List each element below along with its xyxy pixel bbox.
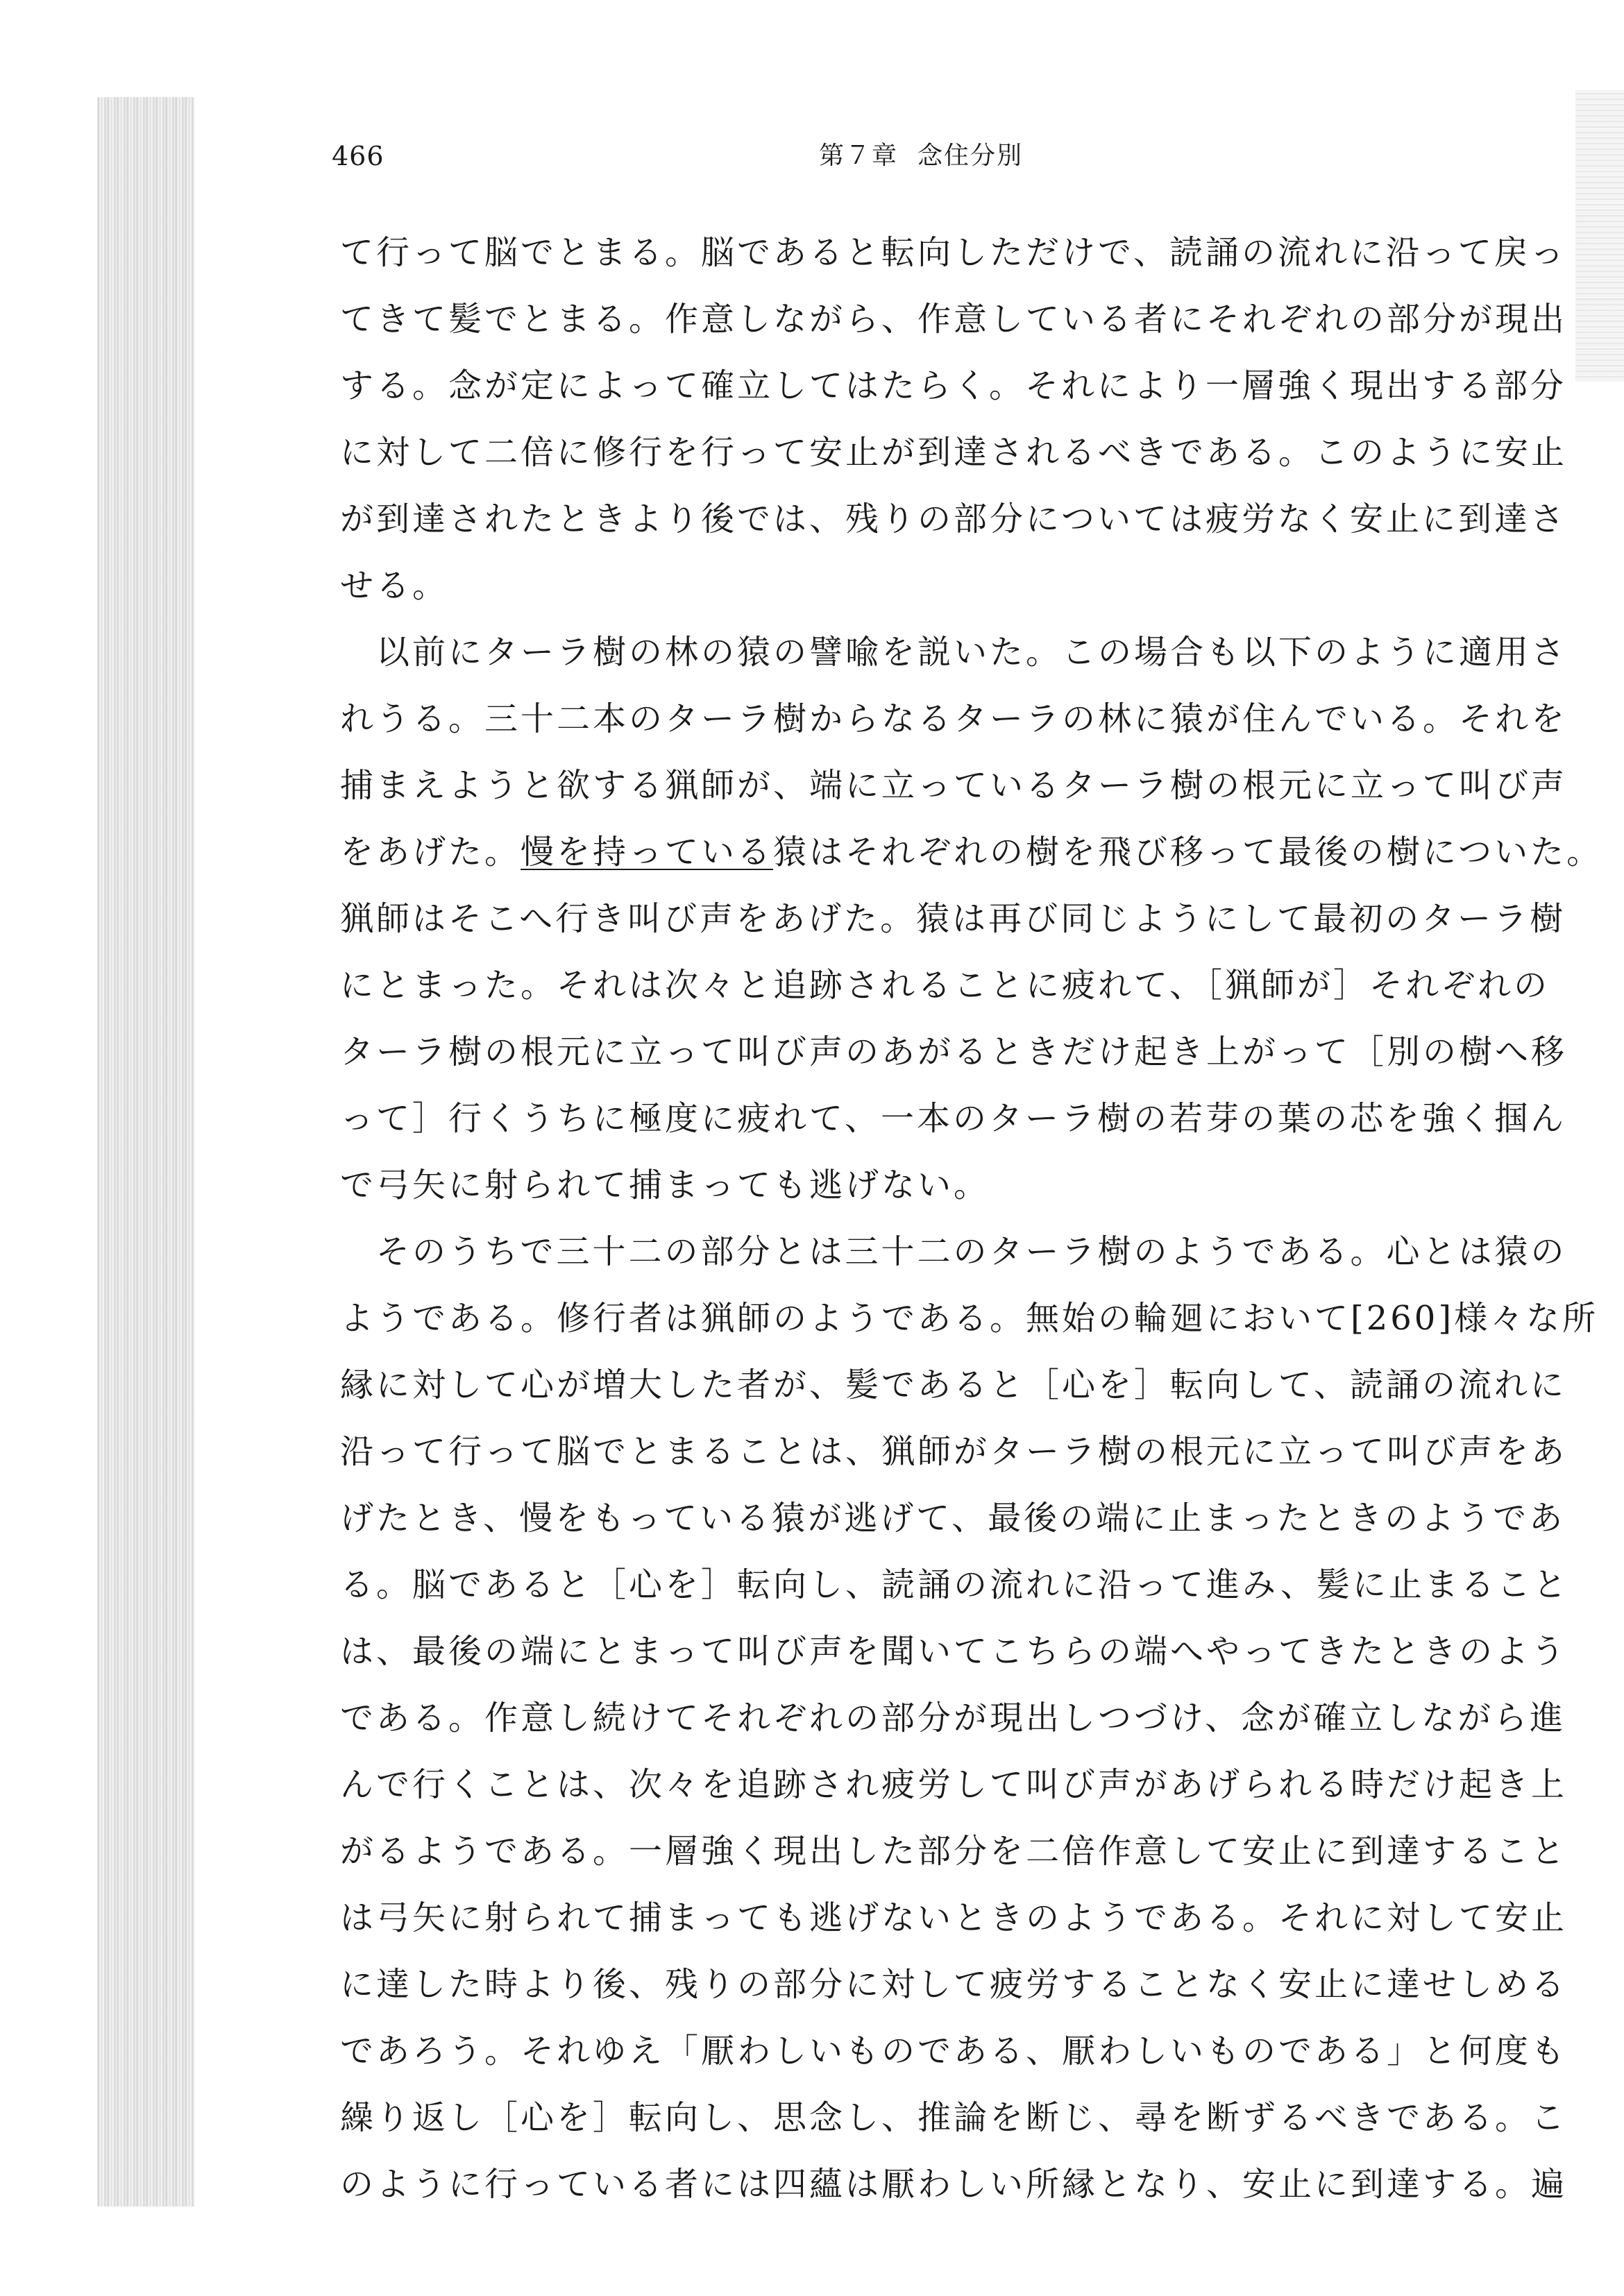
text-line: んで行くことは、次々を追跡され疲労して叫び声があげられる時だけ起き上 [340, 1765, 1568, 1804]
text-line: は、最後の端にとまって叫び声を聞いてこちらの端へやってきたときのよう [340, 1632, 1568, 1671]
text-line: れうる。三十二本のターラ樹からなるターラの林に猿が住んでいる。それを [340, 699, 1568, 738]
text-line: 沿って行って脳でとまることは、猟師がターラ樹の根元に立って叫び声をあ [340, 1432, 1568, 1471]
text-line: 猟師はそこへ行き叫び声をあげた。猿は再び同じようにして最初のターラ樹 [340, 899, 1566, 938]
text-line: に対して二倍に修行を行って安止が到達されるべきである。このように安止 [340, 433, 1568, 472]
text-line: そのうちで三十二の部分とは三十二のターラ樹のようである。心とは猿の [340, 1232, 1567, 1271]
underlined-phrase: 慢を持っている [521, 833, 774, 871]
text-line: がるようである。一層強く現出した部分を二倍作意して安止に到達すること [340, 1832, 1568, 1871]
text-line: する。念が定によって確立してはたらく。それにより一層強く現出する部分 [340, 366, 1567, 405]
text-line: 捕まえようと欲する猟師が、端に立っているターラ樹の根元に立って叫び声 [340, 766, 1568, 805]
text-line: ようである。修行者は猟師のようである。無始の輪廻において[260]様々な所 [340, 1299, 1599, 1338]
body-text [340, 219, 1603, 2218]
page-number: 466 [332, 141, 384, 171]
text-line: のように行っている者には四蘊は厭わしい所縁となり、安止に到達する。遍 [340, 2165, 1568, 2204]
page-edge-shadow [1575, 90, 1624, 382]
text-line: にとまった。それは次々と追跡されることに疲れて、［猟師が］それぞれの [340, 966, 1550, 1005]
text-line: 繰り返し［心を］転向し、思念し、推論を断じ、尋を断ずるべきである。こ [340, 2098, 1568, 2137]
text-line: で弓矢に射られて捕まっても逃げない。 [340, 1166, 990, 1205]
chapter-number: 第７章 [819, 142, 899, 170]
running-head [819, 136, 1023, 171]
text-line: てきて髪でとまる。作意しながら、作意している者にそれぞれの部分が現出 [340, 300, 1568, 339]
text-line: が到達されたときより後では、残りの部分については疲労なく安止に到達さ [340, 500, 1567, 538]
text-line: って］行くうちに極度に疲れて、一本のターラ樹の若芽の葉の芯を強く掴ん [340, 1099, 1567, 1138]
text-line: て行って脳でとまる。脳であると転向しただけで、読誦の流れに沿って戻っ [340, 233, 1567, 272]
text-line: る。脳であると［心を］転向し、読誦の流れに沿って進み、髪に止まること [340, 1565, 1569, 1604]
text-line: 縁に対して心が増大した者が、髪であると［心を］転向して、読誦の流れに [340, 1366, 1567, 1404]
text-line: をあげた。 慢を持っている 猿はそれぞれの樹を飛び移って最後の樹についた。 [340, 819, 1548, 885]
text-line: に達した時より後、残りの部分に対して疲労することなく安止に達せしめる [340, 1965, 1568, 2004]
text-line: であろう。それゆえ「厭わしいものである、厭わしいものである」と何度も [340, 2032, 1568, 2070]
text-line: である。作意し続けてそれぞれの部分が現出しつづけ、念が確立しながら進 [340, 1699, 1566, 1737]
text-line: せる。 [340, 566, 449, 605]
chapter-title: 念住分別 [917, 142, 1024, 170]
text-line: げたとき、慢をもっている猿が逃げて、最後の端に止まったときのようであ [340, 1499, 1566, 1538]
text-line: ターラ樹の根元に立って叫び声のあがるときだけ起き上がって［別の樹へ移 [340, 1032, 1568, 1071]
text-line: は弓矢に射られて捕まっても逃げないときのようである。それに対して安止 [340, 1898, 1568, 1937]
text-line: 以前にターラ樹の林の猿の譬喩を説いた。この場合も以下のように適用さ [340, 633, 1568, 672]
binding-shadow [97, 97, 194, 2206]
